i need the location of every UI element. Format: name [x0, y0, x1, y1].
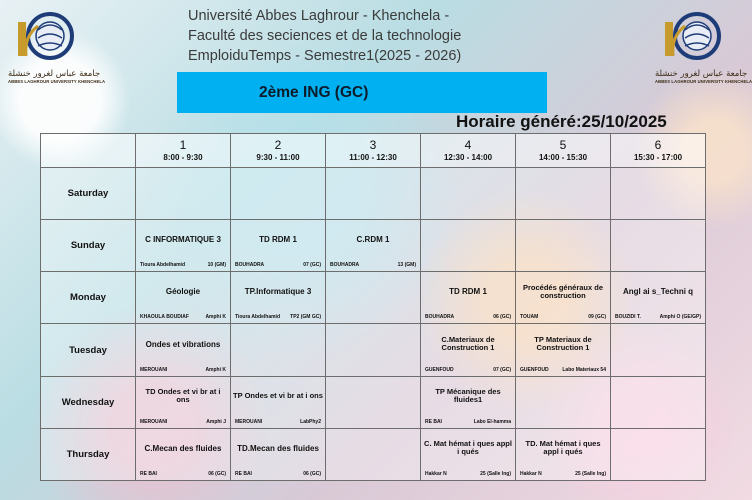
teacher-name: GUENFOUD	[520, 366, 549, 373]
course-name: TD RDM 1	[449, 287, 487, 297]
faculty-name: Faculté des seciences et de la technologie	[188, 28, 462, 44]
generated-date: Horaire généré:25/10/2025	[456, 112, 667, 131]
university-logo-right	[655, 8, 752, 90]
day-label: Thursday	[41, 428, 136, 480]
teacher-name: MEROUANI	[140, 418, 168, 425]
slot-header	[136, 134, 231, 168]
schedule-title: EmploiduTemps - Semestre1(2025 - 2026)	[188, 48, 462, 64]
teacher-name: BOUHADRA	[235, 262, 265, 269]
day-label: Wednesday	[41, 376, 136, 428]
slot-number: 3	[369, 137, 377, 152]
room-name: Amphi K	[205, 366, 226, 373]
empty-slot	[516, 376, 611, 428]
teacher-name: RE BAI	[140, 471, 157, 477]
room-name: 09 (GC)	[588, 314, 606, 321]
slot-number: 4	[464, 137, 472, 152]
slot-time: 9:30 - 11:00	[256, 152, 300, 162]
slot-time: 14:00 - 15:30	[538, 152, 588, 162]
room-name: Amphi O (GE/GP)	[659, 314, 701, 321]
logo-arabic-text: جامعة عباس لغرور خنشلة	[655, 69, 748, 79]
course-name: C.Mecan des fluides	[144, 443, 222, 453]
slot-time: 8:00 - 9:30	[163, 152, 203, 162]
course-name: TP Mécanique des fluides1	[435, 387, 501, 405]
teacher-name: BOUHADRA	[330, 262, 360, 269]
slot-number: 2	[274, 137, 282, 152]
session-cell[interactable]	[136, 376, 231, 428]
room-name: 25 (Salle Ing)	[480, 471, 511, 477]
teacher-name: GUENFOUD	[425, 366, 454, 373]
teacher-name: MEROUANI	[140, 366, 168, 373]
timetable-row	[41, 324, 706, 376]
slot-header	[326, 134, 421, 168]
day-label: Tuesday	[41, 324, 136, 376]
teacher-name: Hakkar N	[520, 471, 542, 477]
slot-time: 11:00 - 12:30	[349, 152, 397, 162]
session-cell[interactable]	[516, 324, 611, 376]
slot-header	[421, 134, 516, 168]
teacher-name: Hakkar N	[425, 471, 447, 477]
course-name: C.RDM 1	[356, 235, 390, 245]
empty-slot	[421, 220, 516, 272]
day-label: Monday	[41, 272, 136, 324]
room-name: 06 (GC)	[493, 314, 511, 321]
room-name: 07 (GC)	[493, 366, 511, 373]
timetable	[40, 133, 706, 481]
empty-slot	[516, 168, 611, 220]
timetable-row	[41, 272, 706, 324]
session-cell[interactable]	[231, 376, 326, 428]
course-name: C INFORMATIQUE 3	[145, 235, 221, 245]
session-cell[interactable]	[136, 324, 231, 376]
session-cell[interactable]	[421, 428, 516, 480]
room-name: Labo Materiaux 54	[562, 366, 606, 373]
slot-number: 1	[179, 137, 187, 152]
slot-header	[516, 134, 611, 168]
course-name: Procédés généraux de construction	[522, 282, 604, 300]
timetable-row	[41, 376, 706, 428]
teacher-name: KHAOULA BOUDIAF	[140, 314, 189, 321]
teacher-name: Tioura Abdelhamid	[235, 314, 281, 321]
teacher-name: MEROUANI	[235, 418, 263, 425]
session-cell[interactable]	[231, 272, 326, 324]
course-name: TP.Informatique 3	[244, 287, 312, 297]
logo-latin-text: ABBES LAGHROUR UNIVERSITY KHENCHELA	[8, 79, 106, 84]
course-name: TD.Mecan des fluides	[237, 443, 319, 453]
room-name: Labo El-hamma	[473, 418, 511, 425]
teacher-name: RE BAI	[425, 418, 442, 425]
session-cell[interactable]	[136, 220, 231, 272]
teacher-name: BOUHADRA	[425, 314, 455, 321]
university-logo-left	[8, 8, 106, 90]
session-cell[interactable]	[326, 220, 421, 272]
slot-time: 15:30 - 17:00	[633, 152, 683, 162]
day-label: Sunday	[41, 220, 136, 272]
session-cell[interactable]	[611, 272, 706, 324]
slot-header	[611, 134, 706, 168]
slot-header	[231, 134, 326, 168]
course-name: TD Ondes et vi br at i ons	[145, 387, 221, 405]
teacher-name: Tioura Abdelhamid	[140, 262, 186, 269]
room-name: 13 (GM)	[397, 262, 416, 269]
session-cell[interactable]	[231, 220, 326, 272]
corner-cell	[41, 134, 136, 168]
class-banner	[177, 72, 547, 113]
empty-slot	[421, 168, 516, 220]
timetable-header-row	[41, 134, 706, 168]
logo-arabic-text: جامعة عباس لغرور خنشلة	[8, 69, 101, 79]
course-name: TD RDM 1	[259, 235, 297, 245]
course-name: TP Ondes et vi br at i ons	[233, 391, 323, 401]
teacher-name: RE BAI	[235, 471, 252, 477]
empty-slot	[136, 168, 231, 220]
empty-slot	[326, 324, 421, 376]
empty-slot	[611, 428, 706, 480]
document-header	[188, 6, 568, 66]
room-name: 06 (GC)	[303, 471, 321, 477]
session-cell[interactable]	[421, 324, 516, 376]
course-name: TP Materiaux de Construction 1	[534, 335, 592, 353]
empty-slot	[611, 220, 706, 272]
empty-slot	[326, 168, 421, 220]
room-name: 06 (GC)	[208, 471, 226, 477]
room-name: Amphi K	[205, 314, 226, 321]
empty-slot	[326, 428, 421, 480]
course-name: C.Materiaux de Construction 1	[441, 335, 495, 353]
slot-number: 5	[559, 137, 567, 152]
timetable-row	[41, 428, 706, 480]
session-cell[interactable]	[421, 272, 516, 324]
course-name: TD. Mat hémat i ques appl i qués	[525, 439, 601, 457]
room-name: 25 (Salle Ing)	[575, 471, 606, 477]
course-name: Géologie	[165, 287, 201, 297]
empty-slot	[611, 324, 706, 376]
university-name: Université Abbes Laghrour - Khenchela -	[188, 8, 450, 24]
session-cell[interactable]	[136, 272, 231, 324]
empty-slot	[231, 324, 326, 376]
room-name: Amphi J	[206, 418, 226, 425]
university-emblem-icon	[8, 8, 78, 68]
empty-slot	[231, 168, 326, 220]
timetable-row	[41, 220, 706, 272]
day-label: Saturday	[41, 168, 136, 220]
course-name: C. Mat hémat i ques appl i qués	[424, 439, 512, 457]
room-name: LabPhy2	[300, 418, 321, 425]
empty-slot	[326, 376, 421, 428]
empty-slot	[611, 376, 706, 428]
empty-slot	[326, 272, 421, 324]
teacher-name: TOUAM	[520, 314, 539, 321]
session-cell[interactable]	[516, 272, 611, 324]
teacher-name: BOUZIDI T.	[615, 314, 641, 321]
session-cell[interactable]	[136, 428, 231, 480]
room-name: TP2 (GM GC)	[290, 314, 321, 321]
course-name: Angl ai s_Techni q	[622, 287, 694, 297]
session-cell[interactable]	[516, 428, 611, 480]
slot-number: 6	[654, 137, 662, 152]
course-name: Ondes et vibrations	[145, 339, 221, 349]
empty-slot	[516, 220, 611, 272]
session-cell[interactable]	[421, 376, 516, 428]
slot-time: 12:30 - 14:00	[443, 152, 493, 162]
class-name: 2ème ING (GC)	[259, 83, 369, 101]
timetable-row	[41, 168, 706, 220]
room-name: 10 (GM)	[207, 262, 226, 269]
room-name: 07 (GC)	[303, 262, 321, 269]
empty-slot	[611, 168, 706, 220]
session-cell[interactable]	[231, 428, 326, 480]
university-emblem-icon	[655, 8, 725, 68]
logo-latin-text: ABBES LAGHROUR UNIVERSITY KHENCHELA	[655, 79, 752, 84]
